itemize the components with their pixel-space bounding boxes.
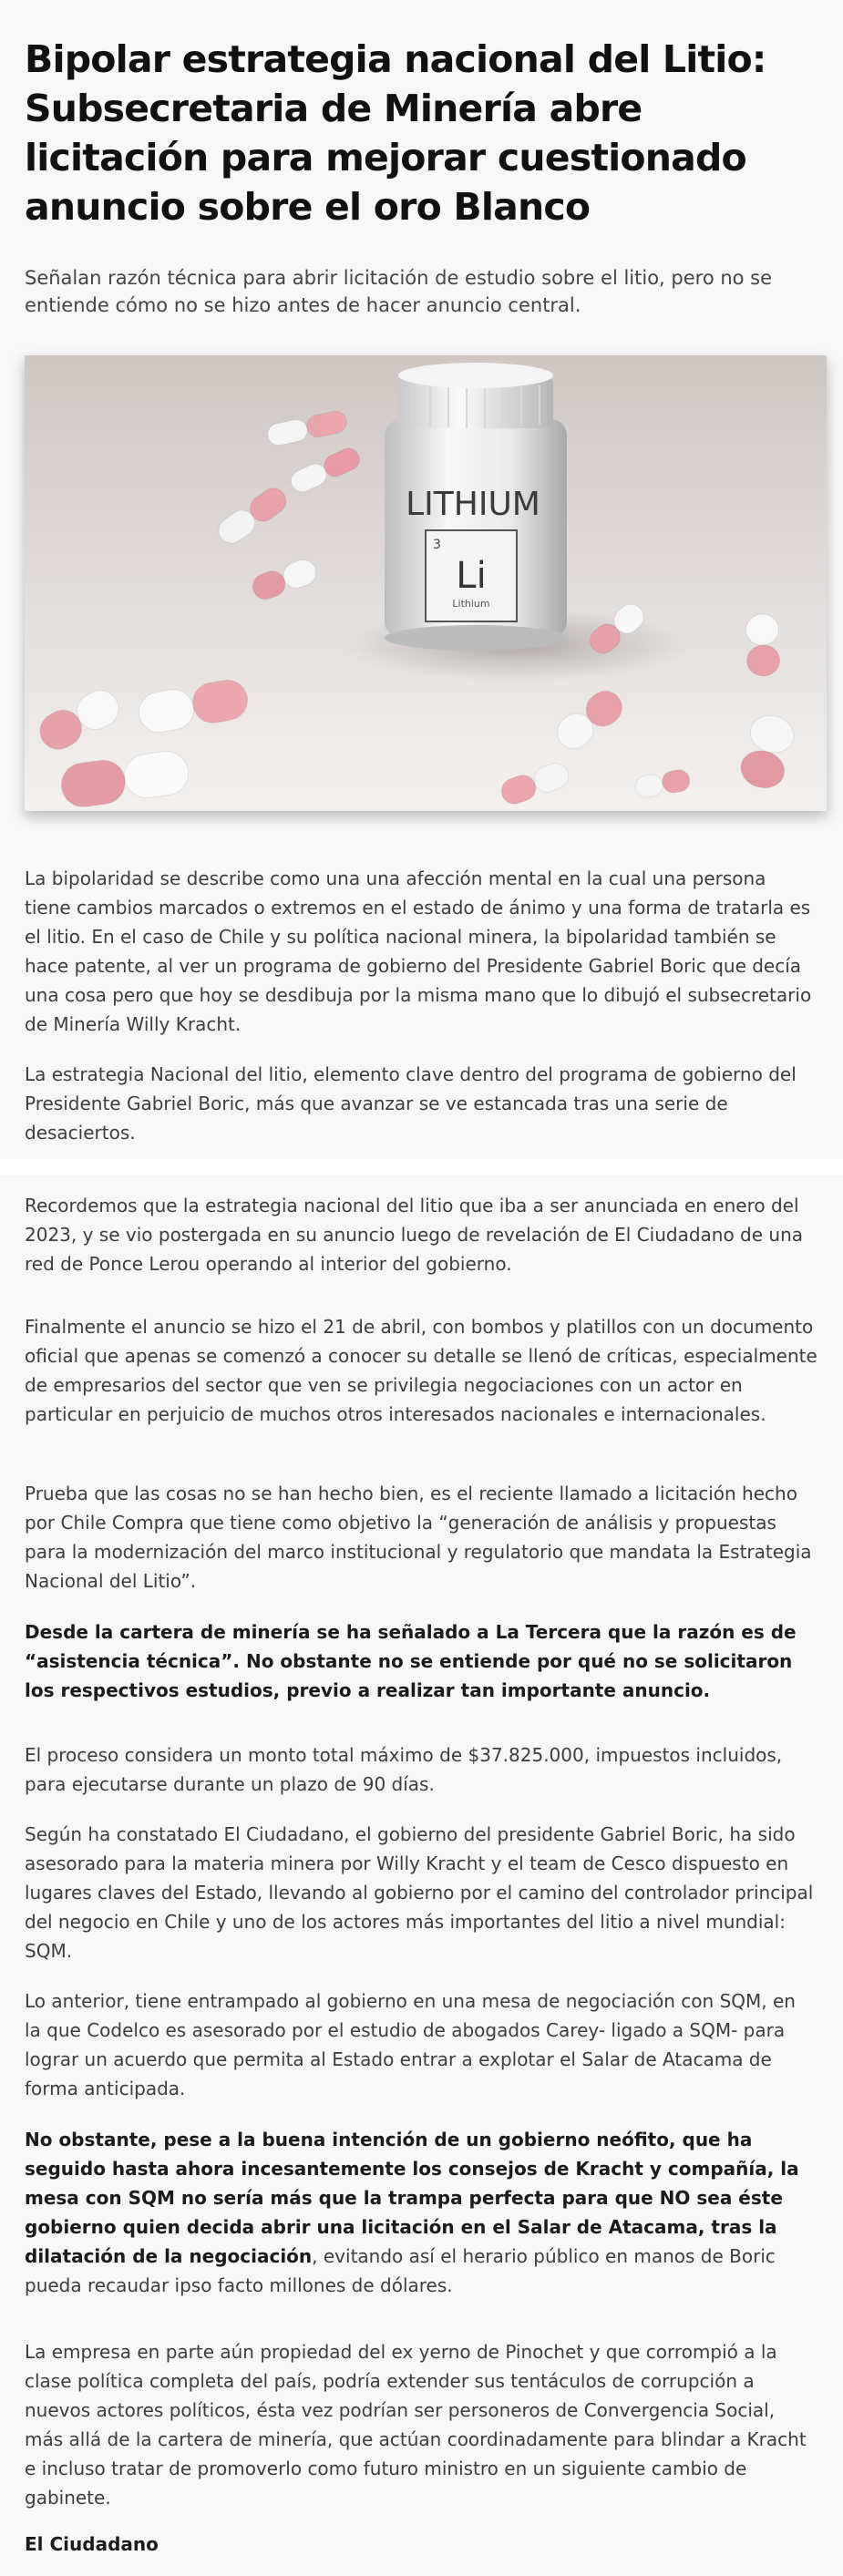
- lithium-bottle: [385, 363, 567, 651]
- article-subtitle: Señalan razón técnica para abrir licitación de estudio sobre el litio, pero no se entiende cómo no se hizo antes de hacer anuncio central.: [25, 267, 773, 316]
- paragraph-6-highlight: Desde la cartera de minería se ha señalado a La Tercera que la razón es de “asistencia técnica”. No obstante no se entiende por qué no se solicitaron los respectivos estudios, previo a realizar tan importante anuncio.: [25, 1621, 797, 1701]
- paragraph-7: El proceso considera un monto total máximo de $37.825.000, impuestos incluidos, para ejecutarse durante un plazo de 90 días.: [25, 1744, 783, 1795]
- paragraph-10-rest: , evitando así el herario público en manos de Boric pueda recaudar ipso facto millones de dólares.: [25, 2245, 776, 2296]
- paragraph-5: Prueba que las cosas no se han hecho bien, es el reciente llamado a licitación hecho por Chile Compra que tiene como objetivo la “generación de análisis y propuestas para la modernización del marco institucional y regulatorio que mandata la Estrategia Nacional del Litio”.: [25, 1483, 812, 1592]
- paragraph-1: La bipolaridad se describe como una una afección mental en la cual una persona tiene cambios marcados o extremos en el estado de ánimo y una forma de tratarla es el litio. En el caso de Chile y su política nacional minera, la bipolaridad también se hace patente, al ver un programa de gobierno del Presidente Gabriel Boric que decía una cosa pero que hoy se desdibuja por la misma mano que lo dibujó el subsecretario de Minería Willy Kracht.: [25, 867, 812, 1035]
- paragraph-11: La empresa en parte aún propiedad del ex yerno de Pinochet y que corrompió a la clase política completa del país, podría extender sus tentáculos de corrupción a nuevos actores políticos, ésta vez podrían ser personeros de Convergencia Social, más allá de la cartera de minería, que actúan coordinadamente para blindar a Kracht e incluso tratar de promoverlo como futuro ministro en un siguiente cambio de gabinete.: [25, 2341, 807, 2509]
- background-divider-strip: [0, 1159, 843, 1175]
- bottle-label: LITHIUM: [406, 486, 540, 523]
- paragraph-9: Lo anterior, tiene entrampado al gobierno en una mesa de negociación con SQM, en la que Codelco es asesorado por el estudio de abogados Carey- ligado a SQM- para lograr un acuerdo que permita al Estado entrar a explotar el Salar de Atacama de forma anticipada.: [25, 1990, 796, 2099]
- article-signature: El Ciudadano: [25, 2533, 159, 2555]
- element-number: 3: [433, 538, 441, 552]
- element-symbol: Li: [456, 555, 487, 597]
- paragraph-10-bold: No obstante, pese a la buena intención de un gobierno neófito, que ha seguido hasta ahora incesantemente los consejos de Kracht y compañía, la mesa con SQM no sería más que la trampa perfecta para que NO sea éste gobierno quien decida abrir una licitación en el Salar de Atacama, tras la dilatación de la negociación: [25, 2129, 799, 2267]
- paragraph-10: [25, 2125, 817, 2300]
- paragraph-3: Recordemos que la estrategia nacional del litio que iba a ser anunciada en enero del 2023, y se vio postergada en su anuncio luego de revelación de El Ciudadano de una red de Ponce Lerou operando al interior del gobierno.: [25, 1195, 804, 1275]
- element-name: Lithium: [452, 598, 490, 610]
- article-title: Bipolar estrategia nacional del Litio: Subsecretaria de Minería abre licitación para mejorar cuestionado anuncio sobre el oro Blanco: [25, 37, 766, 229]
- paragraph-8: Según ha constatado El Ciudadano, el gobierno del presidente Gabriel Boric, ha sido asesorado para la materia minera por Willy Kracht y el team de Cesco dispuesto en lugares claves del Estado, llevando al gobierno por el camino del controlador principal del negocio en Chile y uno de los actores más importantes del litio a nivel mundial: SQM.: [25, 1823, 814, 1962]
- paragraph-4: Finalmente el anuncio se hizo el 21 de abril, con bombos y platillos con un documento oficial que apenas se comenzó a conocer su detalle se llenó de críticas, especialmente de empresarios del sector que ven se privilegia negociaciones con un actor en particular en perjuicio de muchos otros interesados nacionales e internacionales.: [25, 1316, 817, 1425]
- lithium-pill-bottle-image: [25, 355, 827, 811]
- paragraph-2: La estrategia Nacional del litio, elemento clave dentro del programa de gobierno del Presidente Gabriel Boric, más que avanzar se ve estancada tras una serie de desaciertos.: [25, 1063, 797, 1144]
